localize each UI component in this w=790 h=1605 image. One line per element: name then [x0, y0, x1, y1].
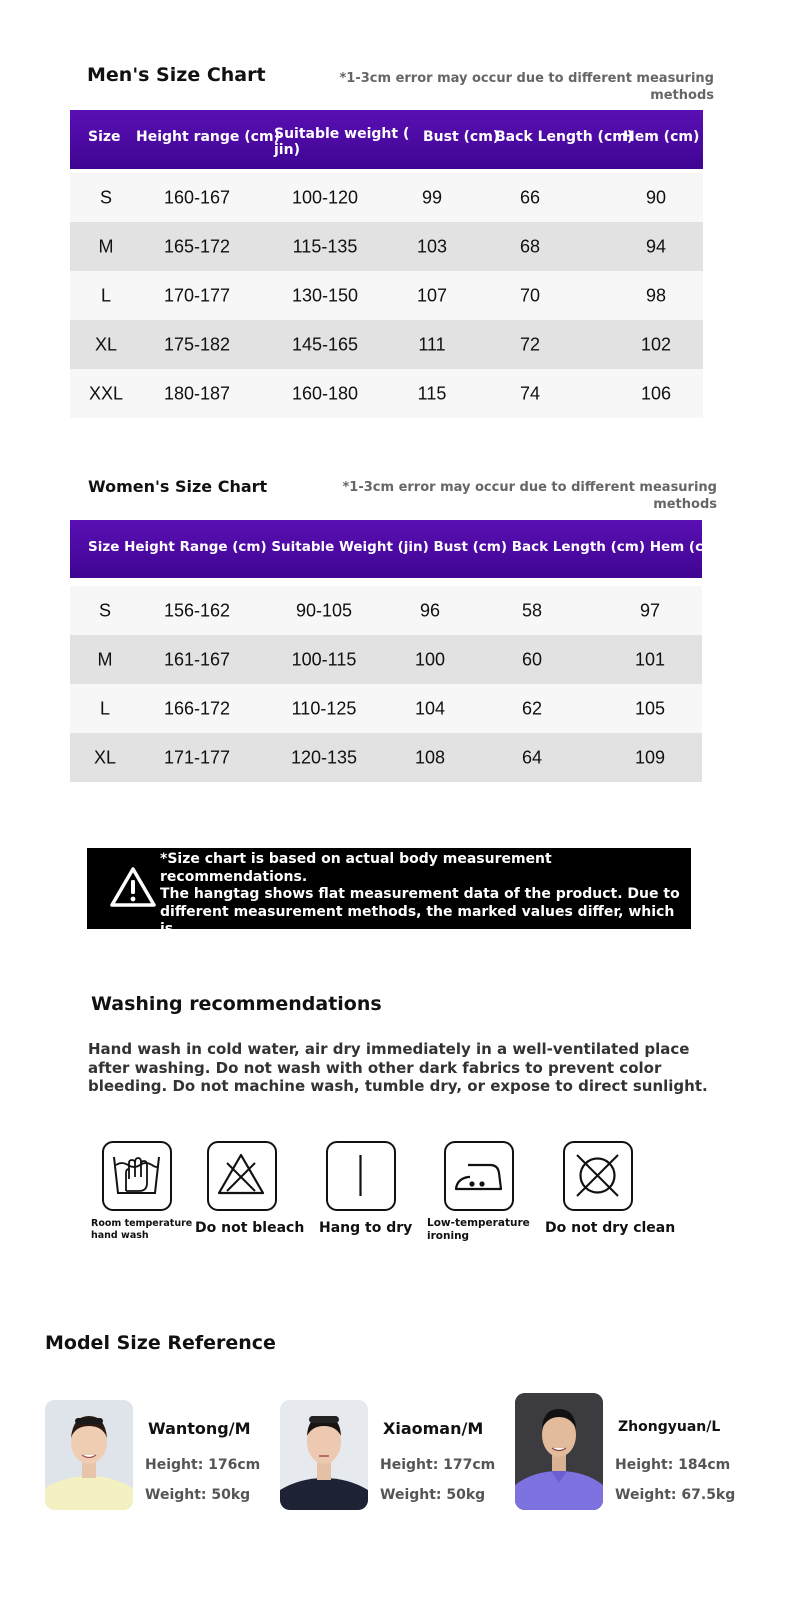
womens-cell-height: 171-177 [163, 747, 231, 767]
mens-cell-bust: 111 [418, 334, 446, 354]
header-height: Height range (cm) [136, 129, 280, 145]
model-weight-xiaoman: Weight: 50kg [380, 1487, 486, 1503]
no-bleach-label: Do not bleach [195, 1220, 305, 1236]
model-photo-xiaoman [280, 1400, 368, 1510]
womens-cell-weight: 100-115 [291, 649, 357, 669]
mens-cell-weight: 115-135 [292, 236, 358, 256]
header-bust: Bust (cm) [423, 129, 500, 145]
low-temp-iron-icon [444, 1141, 514, 1211]
header-hem: Hem (cm) [623, 129, 700, 145]
womens-cell-hem: 109 [634, 747, 666, 767]
mens-size-table [70, 110, 703, 418]
womens-chart-note: *1-3cm error may occur due to different measuring methods [342, 480, 717, 512]
model-photo-wantong [45, 1400, 133, 1510]
womens-table-row [70, 586, 702, 635]
mens-cell-height: 175-182 [163, 334, 231, 354]
womens-cell-size: M [97, 649, 113, 669]
womens-cell-bust: 104 [414, 698, 446, 718]
low-temp-iron-label: Low-temperature ironing [427, 1217, 530, 1242]
mens-cell-back-length: 74 [519, 383, 541, 403]
washing-text: Hand wash in cold water, air dry immediately in a well-ventilated place after washing. Do not wash with other dark fabrics to prevent color bleeding. Do not machine wash, tumble dry, or expose to direct sunlight. [88, 1040, 708, 1095]
womens-cell-bust: 108 [414, 747, 446, 767]
warning-triangle-icon [109, 866, 157, 908]
mens-cell-size: M [98, 236, 114, 256]
womens-header-text: Size Height Range (cm) Suitable Weight (jin) Bust (cm) Back Length (cm) Hem (cm) [88, 539, 724, 555]
mens-cell-size: S [99, 187, 113, 207]
header-size: Size [88, 129, 121, 145]
mens-table-row [70, 173, 703, 222]
mens-cell-hem: 90 [645, 187, 667, 207]
mens-cell-size: XXL [88, 383, 124, 403]
womens-cell-size: L [99, 698, 111, 718]
model-height-zhongyuan: Height: 184cm [615, 1457, 731, 1473]
womens-cell-size: XL [93, 747, 117, 767]
mens-cell-bust: 107 [416, 285, 448, 305]
mens-cell-hem: 102 [640, 334, 672, 354]
mens-cell-weight: 160-180 [291, 383, 359, 403]
mens-cell-bust: 99 [421, 187, 443, 207]
womens-cell-weight: 90-105 [295, 600, 353, 620]
mens-chart-note: *1-3cm error may occur due to different measuring methods [339, 71, 714, 103]
model-name-xiaoman: Xiaoman/M [383, 1419, 484, 1438]
mens-table-body [70, 173, 703, 418]
model-reference-title: Model Size Reference [45, 1332, 276, 1354]
womens-cell-height: 156-162 [163, 600, 231, 620]
womens-cell-weight: 120-135 [290, 747, 358, 767]
no-dry-clean-label: Do not dry clean [545, 1220, 676, 1236]
womens-cell-bust: 96 [419, 600, 441, 620]
womens-cell-hem: 105 [634, 698, 666, 718]
womens-cell-height: 166-172 [163, 698, 231, 718]
womens-table-row [70, 684, 702, 733]
womens-table-header [70, 520, 724, 578]
mens-cell-back-length: 66 [519, 187, 541, 207]
mens-cell-weight: 100-120 [291, 187, 359, 207]
mens-cell-size: XL [94, 334, 118, 354]
mens-cell-size: L [100, 285, 112, 305]
model-height-xiaoman: Height: 177cm [380, 1457, 496, 1473]
womens-table-row [70, 733, 702, 782]
warning-text: *Size chart is based on actual body measurement recommendations. The hangtag shows flat measurement data of the product. Due to different measurement methods, the marked values differ, which is normal and for reference only.* [160, 851, 680, 955]
womens-cell-weight: 110-125 [291, 698, 357, 718]
hang-dry-label: Hang to dry [319, 1220, 413, 1236]
mens-cell-hem: 106 [640, 383, 672, 403]
womens-chart-title: Women's Size Chart [88, 477, 268, 496]
mens-cell-back-length: 70 [519, 285, 541, 305]
mens-cell-height: 170-177 [163, 285, 231, 305]
womens-cell-height: 161-167 [163, 649, 231, 669]
womens-cell-hem: 101 [634, 649, 666, 669]
washing-title: Washing recommendations [91, 993, 382, 1015]
mens-table-row [70, 222, 703, 271]
mens-chart-title: Men's Size Chart [87, 64, 266, 86]
womens-table-row [70, 635, 702, 684]
mens-cell-weight: 130-150 [291, 285, 359, 305]
model-height-wantong: Height: 176cm [145, 1457, 261, 1473]
hand-wash-label: Room temperature hand wash [91, 1218, 193, 1241]
mens-cell-bust: 115 [417, 383, 447, 403]
mens-cell-height: 160-167 [163, 187, 231, 207]
no-bleach-icon [207, 1141, 277, 1211]
womens-table-body [70, 586, 702, 782]
mens-cell-hem: 98 [645, 285, 667, 305]
no-dry-clean-icon [563, 1141, 633, 1211]
mens-cell-height: 180-187 [163, 383, 231, 403]
hand-wash-icon [102, 1141, 172, 1211]
mens-cell-back-length: 72 [519, 334, 541, 354]
model-name-wantong: Wantong/M [148, 1419, 251, 1438]
header-weight: Suitable weight ( jin) [274, 126, 410, 158]
model-weight-wantong: Weight: 50kg [145, 1487, 251, 1503]
model-weight-zhongyuan: Weight: 67.5kg [615, 1487, 736, 1503]
model-photo-zhongyuan [515, 1393, 603, 1510]
mens-cell-bust: 103 [416, 236, 448, 256]
mens-table-row [70, 320, 703, 369]
mens-table-header [70, 110, 703, 169]
mens-cell-back-length: 68 [519, 236, 541, 256]
womens-cell-bust: 100 [414, 649, 446, 669]
mens-table-row [70, 271, 703, 320]
model-name-zhongyuan: Zhongyuan/L [618, 1419, 721, 1435]
mens-cell-height: 165-172 [163, 236, 231, 256]
womens-cell-back-length: 62 [521, 698, 543, 718]
mens-table-row [70, 369, 703, 418]
hang-dry-icon [326, 1141, 396, 1211]
womens-cell-size: S [98, 600, 112, 620]
size-warning-box [87, 848, 691, 955]
mens-cell-hem: 94 [645, 236, 667, 256]
mens-cell-weight: 145-165 [291, 334, 359, 354]
womens-size-table [70, 520, 724, 782]
header-back-length: Back Length (cm) [495, 129, 634, 145]
womens-cell-back-length: 64 [521, 747, 543, 767]
womens-cell-back-length: 58 [521, 600, 543, 620]
womens-cell-hem: 97 [639, 600, 661, 620]
womens-cell-back-length: 60 [521, 649, 543, 669]
